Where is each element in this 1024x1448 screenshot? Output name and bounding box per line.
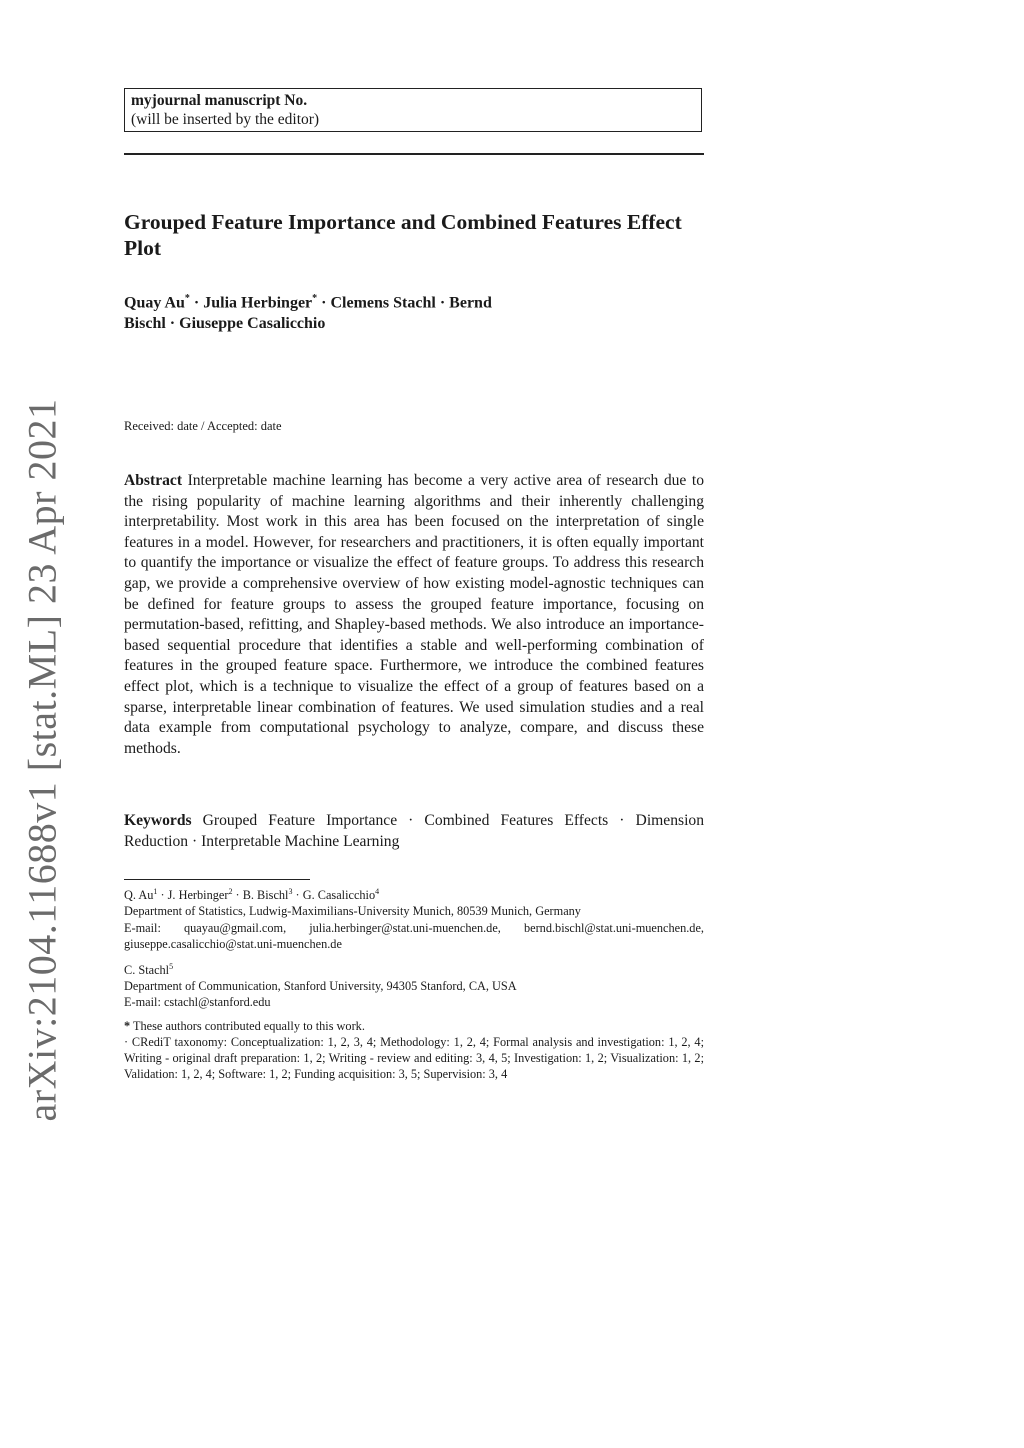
author-separator: ·	[169, 315, 176, 333]
equal-contribution-mark: *	[124, 1018, 131, 1033]
equal-contribution-mark: *	[184, 293, 190, 304]
affiliation-2-email[interactable]: E-mail: cstachl@stanford.edu	[124, 995, 271, 1010]
author-name: Julia Herbinger	[203, 294, 313, 312]
affiliation-number: 5	[169, 961, 174, 971]
affiliation-number: 2	[228, 887, 233, 896]
keywords-label: Keywords	[124, 812, 192, 829]
author-name: Bernd Bischl	[124, 294, 492, 333]
affiliation-number: 3	[288, 887, 293, 896]
arxiv-id-text[interactable]: arXiv:2104.11688v1 [stat.ML] 23 Apr 2021	[19, 398, 65, 1122]
affiliation-number: 1	[153, 887, 158, 896]
footnote-author: J. Herbinger	[167, 888, 229, 903]
footnote-author: C. Stachl	[124, 963, 170, 977]
credit-taxonomy-note: · CRediT taxonomy: Conceptualization: 1, 2, 3, 4; Methodology: 1, 2, 4; Formal analysis and investigation: 1, 2, 4; Writing - original draft preparation: 1, 2; Writing - review and editing: 3, 4, 5; Investigation: 1, 2; Visualization: 1, 2; Validation: 1, 2, 4; Software: 1, 2; Funding acquisition: 3, 5; Supervision: 3, 4	[124, 1034, 704, 1082]
abstract-label: Abstract	[124, 472, 183, 489]
author-name: Clemens Stachl	[330, 294, 436, 312]
author-name: Quay Au	[124, 294, 185, 312]
received-date: Received: date / Accepted: date	[124, 419, 282, 433]
equal-contribution-note	[124, 1018, 704, 1034]
author-separator: ·	[439, 294, 446, 312]
affiliation-2-department: Department of Communication, Stanford University, 94305 Stanford, CA, USA	[124, 979, 517, 994]
header-rule	[124, 153, 704, 155]
author-separator: ·	[321, 294, 327, 312]
affiliation-1-email[interactable]: E-mail: quayau@gmail.com, julia.herbinger@stat.uni-muenchen.de, bernd.bischl@stat.uni-muenchen.de, giuseppe.casalicchio@stat.uni-muenchen.de	[124, 920, 704, 951]
affiliation-2-author	[124, 959, 704, 978]
footnote-author: G. Casalicchio	[302, 888, 376, 903]
keywords	[124, 811, 704, 852]
abstract	[124, 471, 704, 759]
footnote-author: Q. Au	[124, 888, 154, 903]
footnotes	[124, 884, 704, 1082]
author-separator: ·	[193, 294, 200, 312]
abstract-text: Interpretable machine learning has become a very active area of research due to the rising popularity of machine learning algorithms and their inherently challenging interpretability. Most work in this area has been focused on the interpretation of single features in a model. However, for researchers and practitioners, it is often equally important to quantify the importance or visualize the effect of feature groups. To address this research gap, we provide a comprehensive overview of how existing model-agnostic techniques can be defined for feature groups to assess the grouped feature importance, focusing on permutation-based, refitting, and Shapley-based methods. We also introduce an importance-based sequential procedure that identifies a stable and well-performing combination of features in the grouped feature space. Furthermore, we introduce the combined features effect plot, which is a technique to visualize the effect of a group of features based on a sparse, interpretable linear combination of features. We used simulation studies and a real data example from computational psychology to analyze, compare, and discuss these methods.	[124, 472, 705, 757]
footnote-author: B. Bischl	[242, 888, 289, 903]
manuscript-header-box	[124, 88, 702, 132]
author-name: Giuseppe Casalicchio	[179, 315, 326, 333]
keywords-text: Grouped Feature Importance · Combined Features Effects · Dimension Reduction · Interpretable Machine Learning	[124, 812, 704, 850]
affiliation-number: 4	[375, 887, 380, 896]
affiliation-1-department: Department of Statistics, Ludwig-Maximilians-University Munich, 80539 Munich, Germany	[124, 904, 581, 919]
footnote-rule	[124, 879, 310, 880]
equal-contribution-text: These authors contributed equally to this work.	[133, 1018, 365, 1033]
paper-title: Grouped Feature Importance and Combined Features Effect Plot	[124, 210, 682, 260]
affiliation-1-authors: Q. $Au^1 \cdot J$. Herbinger$^2$ · B. Bischl$^3$ · G. Casalicchio$^4$	[124, 887, 380, 903]
author-list	[124, 288, 504, 334]
editor-note: (will be inserted by the editor)	[131, 111, 320, 128]
equal-contribution-mark: *	[312, 293, 318, 304]
manuscript-label: myjournal manuscript No.	[131, 92, 308, 109]
